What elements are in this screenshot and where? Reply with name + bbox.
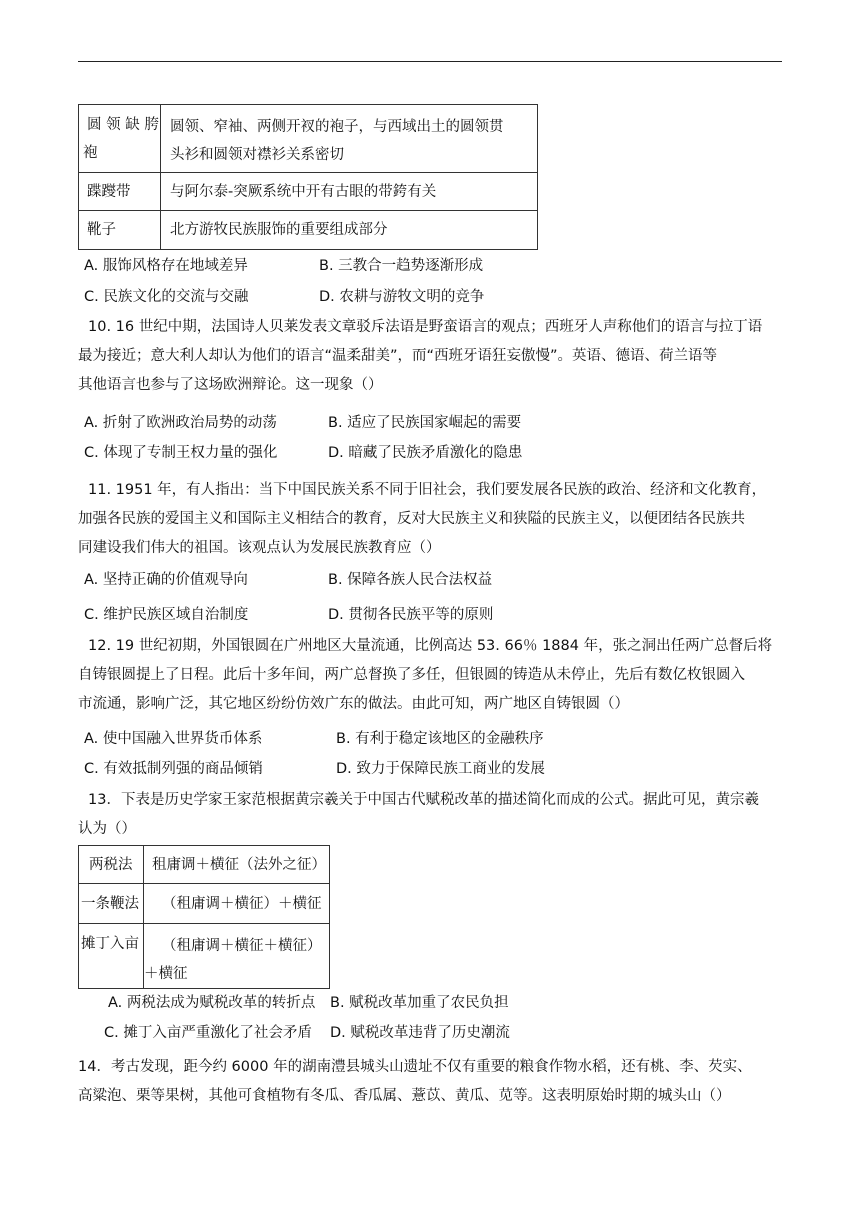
q13-option-b[interactable]: B. 赋税改革加重了农民负担: [330, 995, 509, 1011]
q12-option-c[interactable]: C. 有效抵制列强的商品倾销: [84, 761, 263, 777]
table-row: [79, 924, 330, 989]
q14-stem-line: 14．考古发现，距今约 6000 年的湖南澧县城头山遗址不仅有重要的粮食作物水稻，还有桃、李、芡实、: [78, 1059, 752, 1075]
row-desc-line: 北方游牧民族服饰的重要组成部分: [170, 222, 388, 238]
row-name-line: 袍: [83, 145, 98, 161]
table-cell-name: [79, 924, 144, 989]
q9-option-d[interactable]: D. 农耕与游牧文明的竞争: [319, 289, 485, 305]
row-name-line: 圆 领 缺 胯: [87, 117, 159, 133]
q13-option-c[interactable]: C. 摊丁入亩严重激化了社会矛盾: [104, 1025, 312, 1041]
table-cell-formula: [144, 846, 330, 884]
q11-option-a[interactable]: A. 坚持正确的价值观导向: [84, 572, 248, 588]
table-cell-desc: [161, 105, 538, 173]
row-desc-line: 头衫和圆领对襟衫关系密切: [170, 147, 344, 163]
q13-option-d[interactable]: D. 赋税改革违背了历史潮流: [330, 1025, 510, 1041]
table-cell-name: [79, 105, 161, 173]
table-cell-name: [79, 173, 161, 211]
q10-option-d[interactable]: D. 暗藏了民族矛盾激化的隐患: [328, 445, 523, 461]
row-desc-line: 圆领、窄袖、两侧开衩的袍子，与西域出土的圆领贯: [170, 119, 504, 135]
q11-stem-line: 同建设我们伟大的祖国。该观点认为发展民族教育应（）: [78, 540, 441, 556]
q13-option-a[interactable]: A. 两税法成为赋税改革的转折点: [108, 995, 316, 1011]
q12-option-d[interactable]: D. 致力于保障民族工商业的发展: [336, 761, 545, 777]
q9-option-a[interactable]: A. 服饰风格存在地域差异: [84, 258, 248, 274]
table-row: [79, 105, 538, 173]
q10-option-b[interactable]: B. 适应了民族国家崛起的需要: [328, 415, 522, 431]
table-row: [79, 846, 330, 884]
q10-option-c[interactable]: C. 体现了专制王权力量的强化: [84, 445, 278, 461]
table-row: [79, 211, 538, 250]
q14-stem-line: 高粱泡、栗等果树，其他可食植物有冬瓜、香瓜属、薏苡、黄瓜、苋等。这表明原始时期的城头山（）: [78, 1088, 731, 1104]
q13-stem-line: 13．下表是历史学家王家范根据黄宗羲关于中国古代赋税改革的描述简化而成的公式。据此可见，黄宗羲: [88, 792, 759, 808]
q13-stem-line: 认为（）: [78, 821, 136, 837]
q11-option-c[interactable]: C. 维护民族区域自治制度: [84, 607, 249, 623]
q11-option-d[interactable]: D. 贯彻各民族平等的原则: [328, 607, 494, 623]
table-row: [79, 173, 538, 211]
costume-table: [78, 104, 538, 250]
table-cell-formula: [144, 924, 330, 989]
tax-formula-line: （租庸调＋横征＋横征）: [162, 938, 322, 954]
table-cell-formula: [144, 884, 330, 924]
row-desc-line: 与阿尔泰-突厥系统中开有古眼的带銙有关: [170, 184, 437, 200]
q10-stem-line: 其他语言也参与了这场欧洲辩论。这一现象（）: [78, 377, 383, 393]
tax-formula-line: ＋横征: [144, 966, 188, 982]
q12-stem-line: 12. 19 世纪初期，外国银圆在广州地区大量流通，比例高达 53. 66％ 1884 年，张之洞出任两广总督后将: [88, 638, 773, 654]
table-row: [79, 884, 330, 924]
table-cell-name: [79, 884, 144, 924]
q12-stem-line: 自铸银圆提上了日程。此后十多年间，两广总督换了多任，但银圆的铸造从未停止，先后有数亿枚银圆入: [78, 667, 745, 683]
tax-name: 两税法: [89, 857, 133, 873]
header-rule: [78, 61, 782, 62]
q9-option-c[interactable]: C. 民族文化的交流与交融: [84, 289, 249, 305]
row-name-line: 靴子: [87, 222, 116, 238]
tax-formula-line: 租庸调＋横征（法外之征）: [152, 857, 326, 873]
q12-option-b[interactable]: B. 有利于稳定该地区的金融秩序: [336, 731, 544, 747]
q9-option-b[interactable]: B. 三教合一趋势逐渐形成: [319, 258, 484, 274]
table-cell-desc: [161, 173, 538, 211]
q10-stem-line: 10. 16 世纪中期，法国诗人贝莱发表文章驳斥法语是野蛮语言的观点；西班牙人声称他们的语言与拉丁语: [88, 319, 763, 335]
q11-stem-line: 11. 1951 年，有人指出：当下中国民族关系不同于旧社会，我们要发展各民族的政治、经济和文化教育，: [88, 482, 767, 498]
q12-stem-line: 市流通，影响广泛，其它地区纷纷仿效广东的做法。由此可知，两广地区自铸银圆（）: [78, 696, 629, 712]
table-cell-desc: [161, 211, 538, 250]
q10-stem-line: 最为接近；意大利人却认为他们的语言“温柔甜美”，而“西班牙语狂妄傲慢”。英语、德语、荷兰语等: [78, 348, 718, 364]
tax-formula-table: [78, 845, 330, 989]
q10-option-a[interactable]: A. 折射了欧洲政治局势的动荡: [84, 415, 277, 431]
tax-name: 一条鞭法: [81, 896, 139, 912]
table-cell-name: [79, 846, 144, 884]
q12-option-a[interactable]: A. 使中国融入世界货币体系: [84, 731, 263, 747]
tax-formula-line: （租庸调＋横征）＋横征: [162, 896, 322, 912]
row-name-line: 蹀躞带: [87, 184, 131, 200]
tax-name: 摊丁入亩: [81, 936, 139, 952]
q11-option-b[interactable]: B. 保障各族人民合法权益: [328, 572, 493, 588]
table-cell-name: [79, 211, 161, 250]
q11-stem-line: 加强各民族的爱国主义和国际主义相结合的教育，反对大民族主义和狭隘的民族主义，以便团结各民族共: [78, 511, 745, 527]
